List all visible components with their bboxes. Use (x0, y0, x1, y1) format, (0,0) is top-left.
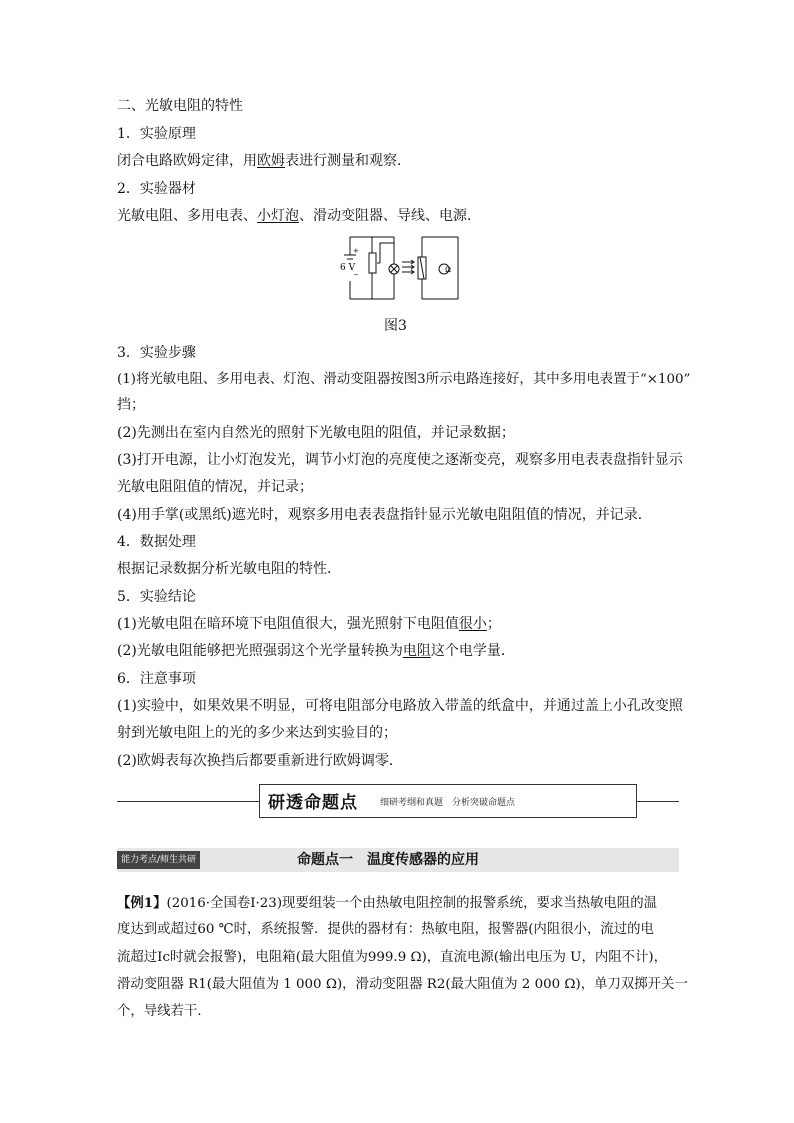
principle-text: 闭合电路欧姆定律，用欧姆表进行测量和观察． (117, 153, 411, 169)
steps-title: 3．实验步骤 (117, 345, 196, 361)
figure-caption: 图3 (384, 318, 407, 334)
example-line-2: 度达到或超过60 ℃时，系统报警．提供的器材有：热敏电阻，报警器(内阻很小，流过的电 (117, 922, 654, 937)
topic-title: 命题点一 温度传感器的应用 (297, 852, 479, 868)
step-line-1: (1)将光敏电阻、多用电表、灯泡、滑动变阻器按图3所示电路连接好，其中多用电表置于“×100” (117, 372, 691, 387)
conclusion-title: 5．实验结论 (117, 589, 196, 605)
example-line-4: 滑动变阻器 R1(最大阻值为 1 000 Ω)，滑动变阻器 R2(最大阻值为 2 000 Ω)，单刀双掷开关一 (117, 977, 688, 992)
blank-resistance: 电阻 (402, 643, 431, 659)
equipment-text: 光敏电阻、多用电表、小灯泡、滑动变阻器、导线、电源． (117, 208, 481, 224)
blank-small: 很小 (458, 616, 487, 632)
minus-label: − (353, 271, 359, 279)
processing-title: 4．数据处理 (117, 534, 196, 550)
example-line-1: 【例1】(2016·全国卷Ⅰ·23)现要组装一个由热敏电阻控制的报警系统，要求当热敏电阻的温 (117, 895, 657, 911)
conclusion-line-1: (1)光敏电阻在暗环境下电阻值很大，强光照射下电阻值很小； (117, 616, 501, 632)
note-line-2: 射到光敏电阻上的光的多少来达到实验目的； (117, 725, 397, 741)
ohm-icon: Ω (445, 266, 451, 274)
banner-title: 研透命题点 (268, 793, 358, 813)
blank-ohm: 欧姆 (257, 153, 285, 169)
notes-title: 6．注意事项 (117, 671, 196, 687)
step-line-4: (3)打开电源，让小灯泡发光，调节小灯泡的亮度使之逐渐变亮，观察多用电表表盘指针显示 (117, 452, 683, 468)
step-line-2: 挡； (117, 397, 145, 413)
banner-rule-left (117, 801, 259, 802)
blank-bulb: 小灯泡 (257, 208, 299, 224)
example-label: 【例1】 (117, 895, 167, 911)
topic-bar (117, 848, 679, 872)
voltage-label: 6 V (340, 263, 356, 273)
banner-subtitle: 细研考纲和真题 分析突破命题点 (380, 798, 516, 808)
step-line-3: (2)先测出在室内自然光的照射下光敏电阻的阻值，并记录数据； (117, 425, 515, 441)
topic-tag: 能力考点/师生共研 (117, 851, 200, 869)
banner-rule-right (637, 801, 679, 802)
example-line-5: 个，导线若干． (117, 1004, 211, 1019)
item-title-principle: 1．实验原理 (117, 126, 196, 142)
example-line-3: 流超过Ic时就会报警)，电阻箱(最大阻值为999.9 Ω)，直流电源(输出电压为 U，内阻不计)， (117, 950, 668, 965)
step-line-5: 光敏电阻阻值的情况，并记录； (117, 479, 313, 495)
section-banner (117, 784, 679, 820)
processing-text: 根据记录数据分析光敏电阻的特性． (117, 561, 341, 577)
note-line-1: (1)实验中，如果效果不明显，可将电阻部分电路放入带盖的纸盒中，并通过盖上小孔改变照 (117, 698, 683, 714)
plus-label: + (353, 247, 359, 255)
item-title-equipment: 2．实验器材 (117, 181, 196, 197)
step-line-6: (4)用手掌(或黑纸)遮光时，观察多用电表表盘指针显示光敏电阻阻值的情况，并记录． (117, 507, 652, 523)
section-heading: 二、光敏电阻的特性 (117, 98, 243, 114)
conclusion-line-2: (2)光敏电阻能够把光照强弱这个光学量转换为电阻这个电学量． (117, 643, 515, 659)
note-line-3: (2)欧姆表每次换挡后都要重新进行欧姆调零． (117, 753, 403, 769)
banner-box (259, 784, 637, 818)
circuit-figure (336, 229, 466, 305)
